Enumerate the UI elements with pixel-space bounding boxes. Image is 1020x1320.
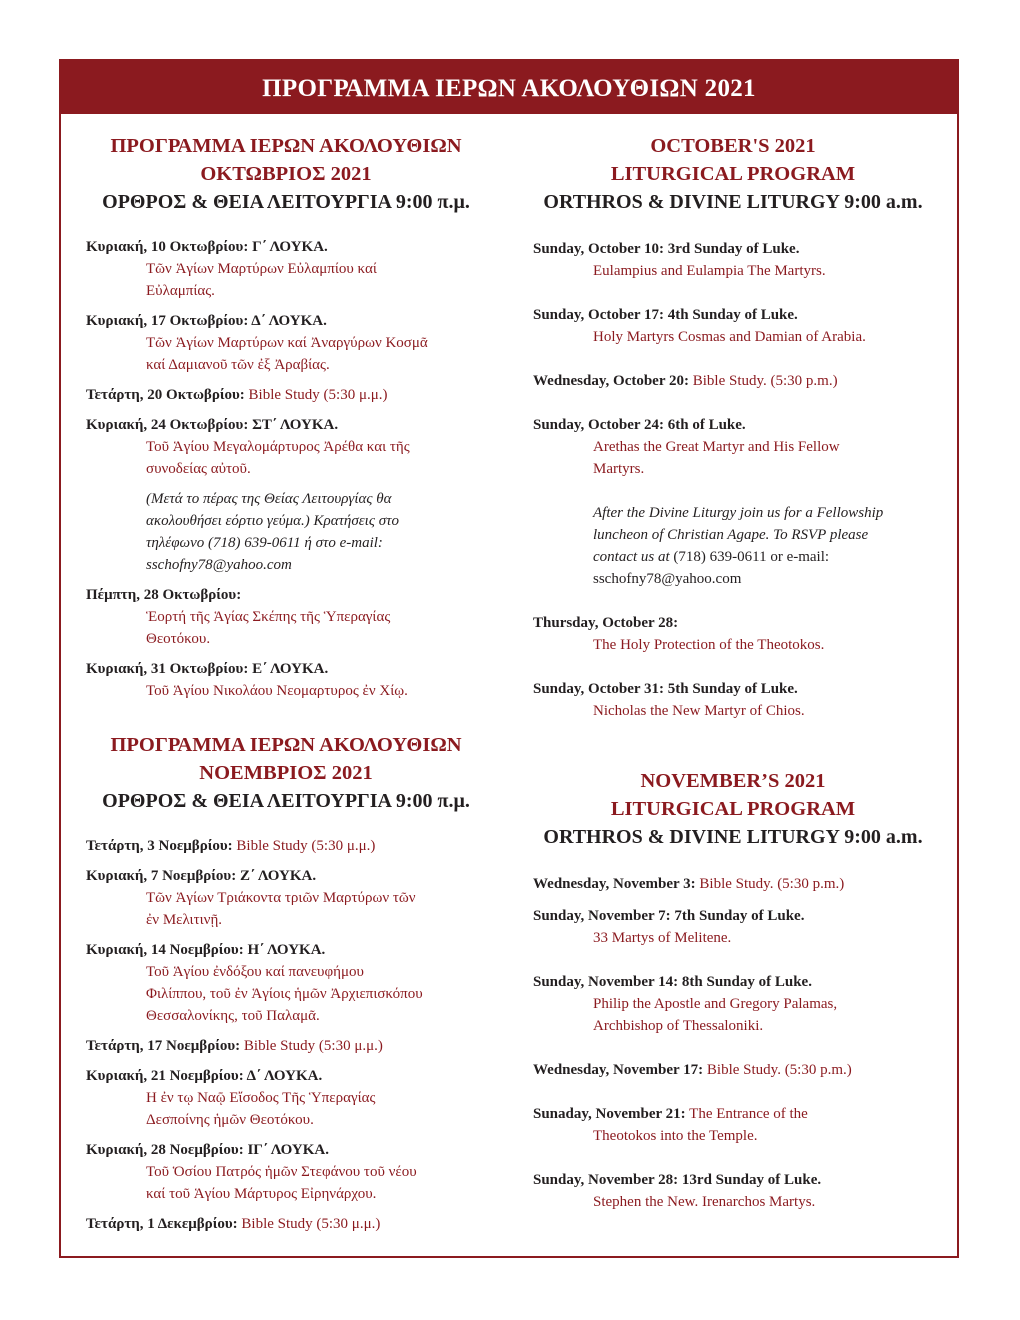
section-title: OCTOBER'S 2021: [650, 135, 816, 157]
entry-date: Wednesday, October 20:: [533, 373, 689, 389]
entry-description: The Holy Protection of the Theotokos.: [593, 637, 825, 653]
entry-sunday-label: Ζ΄ ΛΟΥΚΑ.: [236, 868, 317, 884]
entry-date: Κυριακή, 10 Οκτωβρίου:: [86, 239, 249, 255]
entry-sunday-label: ΙΓ΄ ΛΟΥΚΑ.: [243, 1142, 330, 1158]
entry-date: Τετάρτη, 1 Δεκεμβρίου:: [86, 1216, 238, 1232]
entry-description: Arethas the Great Martyr and His Fellow: [593, 439, 840, 455]
entry-date: Τετάρτη, 20 Οκτωβρίου:: [86, 387, 245, 403]
luncheon-note: [146, 488, 486, 576]
entry-event: Bible Study (5:30 μ.μ.): [244, 387, 388, 403]
schedule-entry: [533, 971, 933, 1037]
entry-description: Ἑορτή τῆς Ἁγίας Σκέπης τῆς Ὑπεραγίας: [146, 609, 391, 625]
entry-description: Τῶν Ἁγίων Τριάκοντα τριῶν Μαρτύρων τῶν: [146, 890, 416, 906]
section-service-time: ΟΡΘΡΟΣ & ΘΕΙΑ ΛΕΙΤΟΥΡΓΙΑ 9:00 π.μ.: [102, 191, 470, 213]
entry-date: Wednesday, November 3:: [533, 876, 696, 892]
entry-description: Τοῦ Ἁγίου ἐνδόξου καί πανευφήμου: [146, 964, 364, 980]
schedule-entry: [86, 1065, 486, 1131]
entry-date: Κυριακή, 31 Οκτωβρίου:: [86, 661, 249, 677]
entry-description: Eulampius and Eulampia The Martyrs.: [593, 263, 826, 279]
entry-event: Bible Study. (5:30 p.m.): [703, 1062, 852, 1078]
schedule-entry: [86, 939, 486, 1027]
entry-date: Thursday, October 28:: [533, 615, 679, 631]
schedule-entry: [533, 304, 933, 348]
entry-description: Stephen the New. Irenarchos Martys.: [593, 1194, 816, 1210]
entry-sunday-label: ΣΤ΄ ΛΟΥΚΑ.: [248, 417, 339, 433]
schedule-entry: [86, 384, 486, 406]
entry-description: Τοῦ Ἁγίου Νικολάου Νεομαρτυρος ἐν Χίῳ.: [146, 683, 408, 699]
schedule-entry: [86, 835, 486, 857]
schedule-entry: [533, 1059, 933, 1081]
section-month: ΟΚΤΩΒΡΙΟΣ 2021: [200, 163, 372, 185]
schedule-entry: [533, 370, 933, 392]
entry-description: καί Δαμιανοῦ τῶν ἐξ Ἀραβίας.: [146, 357, 330, 373]
note-line: After the Divine Liturgy join us for a Fellowship: [593, 505, 884, 521]
entry-description: Τοῦ Ὁσίου Πατρός ἡμῶν Στεφάνου τοῦ νέου: [146, 1164, 417, 1180]
greek-november-heading: [86, 731, 486, 815]
greek-october-section: [86, 132, 486, 702]
schedule-entry: [533, 612, 933, 656]
schedule-entry: [86, 310, 486, 376]
entry-description: Φιλίππου, τοῦ ἐν Ἁγίοις ἡμῶν Ἀρχιεπισκόπου: [146, 986, 423, 1002]
note-email: sschofny78@yahoo.com: [593, 571, 742, 587]
note-phone: (718) 639-0611 or e-mail:: [669, 549, 830, 565]
note-line: ακολουθήσει εόρτιο γεύμα.) Κρατήσεις στο: [146, 513, 399, 529]
english-october-section: [533, 132, 933, 722]
entry-sunday-label: Η΄ ΛΟΥΚΑ.: [243, 942, 326, 958]
entry-description: ἐν Μελιτινῇ.: [146, 912, 223, 928]
entry-description: Θεοτόκου.: [146, 631, 211, 647]
section-subtitle: LITURGICAL PROGRAM: [610, 163, 856, 185]
section-title: NOVEMBER’S 2021: [640, 770, 826, 792]
entry-description: Martyrs.: [593, 461, 645, 477]
english-november-section: [533, 767, 933, 1213]
schedule-entry: [86, 414, 486, 480]
entry-sunday-label: Ε΄ ΛΟΥΚΑ.: [248, 661, 329, 677]
entry-description: Τῶν Ἁγίων Μαρτύρων Εὐλαμπίου καί: [146, 261, 377, 277]
entry-description: Holy Martyrs Cosmas and Damian of Arabia.: [593, 329, 866, 345]
entry-description: Η ἐν τῳ Ναῷ Εἴσοδος Τῆς Ὑπεραγίας: [146, 1090, 376, 1106]
schedule-entry: [533, 873, 933, 895]
schedule-entry: [533, 905, 933, 949]
entry-event: Bible Study (5:30 μ.μ.): [237, 1216, 381, 1232]
entry-event: Bible Study. (5:30 p.m.): [695, 876, 845, 892]
entry-description: Nicholas the New Martyr of Chios.: [593, 703, 805, 719]
luncheon-note: [593, 502, 933, 590]
schedule-entry: [86, 865, 486, 931]
note-line: τηλέφωνο (718) 639-0611 ή στο e-mail:: [146, 535, 383, 551]
schedule-entry: [533, 414, 933, 480]
entry-date: Sunday, November 7: 7th Sunday of Luke.: [533, 908, 805, 924]
entry-description: καί τοῦ Ἁγίου Μάρτυρος Εἰρηνάρχου.: [146, 1186, 377, 1202]
entry-event: Bible Study (5:30 μ.μ.): [240, 1038, 383, 1054]
note-line: luncheon of Christian Agape. To RSVP please: [593, 527, 869, 543]
greek-october-heading: [86, 132, 486, 216]
note-line: sschofny78@yahoo.com: [146, 557, 292, 573]
entry-sunday-label: Δ΄ ΛΟΥΚΑ.: [243, 1068, 323, 1084]
english-october-heading: [533, 132, 933, 216]
entry-date: Κυριακή, 14 Νοεμβρίου:: [86, 942, 244, 958]
entry-date: Κυριακή, 21 Νοεμβρίου:: [86, 1068, 244, 1084]
note-line: (Μετά το πέρας της Θείας Λειτουργίας θα: [146, 491, 392, 507]
entry-date: Κυριακή, 7 Νοεμβρίου:: [86, 868, 237, 884]
entry-event: Bible Study (5:30 μ.μ.): [232, 838, 376, 854]
entry-description: Δεσποίνης ἡμῶν Θεοτόκου.: [146, 1112, 314, 1128]
english-november-heading: [533, 767, 933, 851]
entry-date: Wednesday, November 17:: [533, 1062, 704, 1078]
section-subtitle: LITURGICAL PROGRAM: [610, 798, 856, 820]
entry-date: Τετάρτη, 3 Νοεμβρίου:: [86, 838, 233, 854]
note-line: contact us at: [593, 549, 670, 565]
entry-date: Sunday, November 28: 13rd Sunday of Luke.: [533, 1172, 822, 1188]
entry-date: Sunaday, November 21:: [533, 1106, 686, 1122]
entry-date: Πέμπτη, 28 Οκτωβρίου:: [86, 587, 242, 603]
entry-date: Sunday, October 31: 5th Sunday of Luke.: [533, 681, 798, 697]
section-service-time: ORTHROS & DIVINE LITURGY 9:00 a.m.: [543, 826, 923, 848]
schedule-entry: [86, 1213, 486, 1235]
entry-date: Sunday, November 14: 8th Sunday of Luke.: [533, 974, 812, 990]
entry-description: Εὐλαμπίας.: [146, 283, 215, 299]
schedule-entry: [86, 236, 486, 302]
entry-description: συνοδείας αὐτοῦ.: [146, 461, 251, 477]
schedule-entry: [86, 1035, 486, 1057]
entry-date: Κυριακή, 28 Νοεμβρίου:: [86, 1142, 244, 1158]
schedule-entry: [86, 1139, 486, 1205]
section-month: ΝΟΕΜΒΡΙΟΣ 2021: [199, 762, 373, 784]
entry-description: Θεσσαλονίκης, τοῦ Παλαμᾶ.: [146, 1008, 320, 1024]
entry-sunday-label: Γ΄ ΛΟΥΚΑ.: [248, 239, 328, 255]
schedule-entry: [86, 658, 486, 702]
entry-description: 33 Martys of Melitene.: [593, 930, 732, 946]
entry-description: Τῶν Ἁγίων Μαρτύρων καί Ἀναργύρων Κοσμᾶ: [146, 335, 428, 351]
section-service-time: ORTHROS & DIVINE LITURGY 9:00 a.m.: [543, 191, 923, 213]
schedule-entry: [533, 1169, 933, 1213]
entry-date: Κυριακή, 17 Οκτωβρίου:: [86, 313, 249, 329]
page-banner-title: ΠΡΟΓΡΑΜΜΑ ΙΕΡΩΝ ΑΚΟΛΟΥΘΙΩΝ 2021: [61, 61, 957, 114]
entry-description: Theotokos into the Temple.: [593, 1128, 758, 1144]
entry-description: Τοῦ Ἁγίου Μεγαλομάρτυρος Ἀρέθα και τῆς: [146, 439, 410, 455]
section-title: ΠΡΟΓΡΑΜΜΑ ΙΕΡΩΝ ΑΚΟΛΟΥΘΙΩΝ: [110, 734, 462, 756]
entry-date: Κυριακή, 24 Οκτωβρίου:: [86, 417, 249, 433]
entry-event: The Entrance of the: [685, 1106, 808, 1122]
schedule-entry: [533, 1103, 933, 1147]
entry-description: Philip the Apostle and Gregory Palamas,: [593, 996, 838, 1012]
section-service-time: ΟΡΘΡΟΣ & ΘΕΙΑ ΛΕΙΤΟΥΡΓΙΑ 9:00 π.μ.: [102, 790, 470, 812]
section-title: ΠΡΟΓΡΑΜΜΑ ΙΕΡΩΝ ΑΚΟΛΟΥΘΙΩΝ: [110, 135, 462, 157]
entry-date: Sunday, October 17: 4th Sunday of Luke.: [533, 307, 798, 323]
schedule-entry: [533, 678, 933, 722]
entry-description: Archbishop of Thessaloniki.: [593, 1018, 764, 1034]
entry-event: Bible Study. (5:30 p.m.): [688, 373, 838, 389]
entry-date: Sunday, October 10: 3rd Sunday of Luke.: [533, 241, 800, 257]
entry-date: Τετάρτη, 17 Νοεμβρίου:: [86, 1038, 241, 1054]
schedule-entry: [86, 584, 486, 650]
entry-date: Sunday, October 24: 6th of Luke.: [533, 417, 746, 433]
greek-november-section: [86, 731, 486, 1235]
schedule-entry: [533, 238, 933, 282]
entry-sunday-label: Δ΄ ΛΟΥΚΑ.: [248, 313, 327, 329]
